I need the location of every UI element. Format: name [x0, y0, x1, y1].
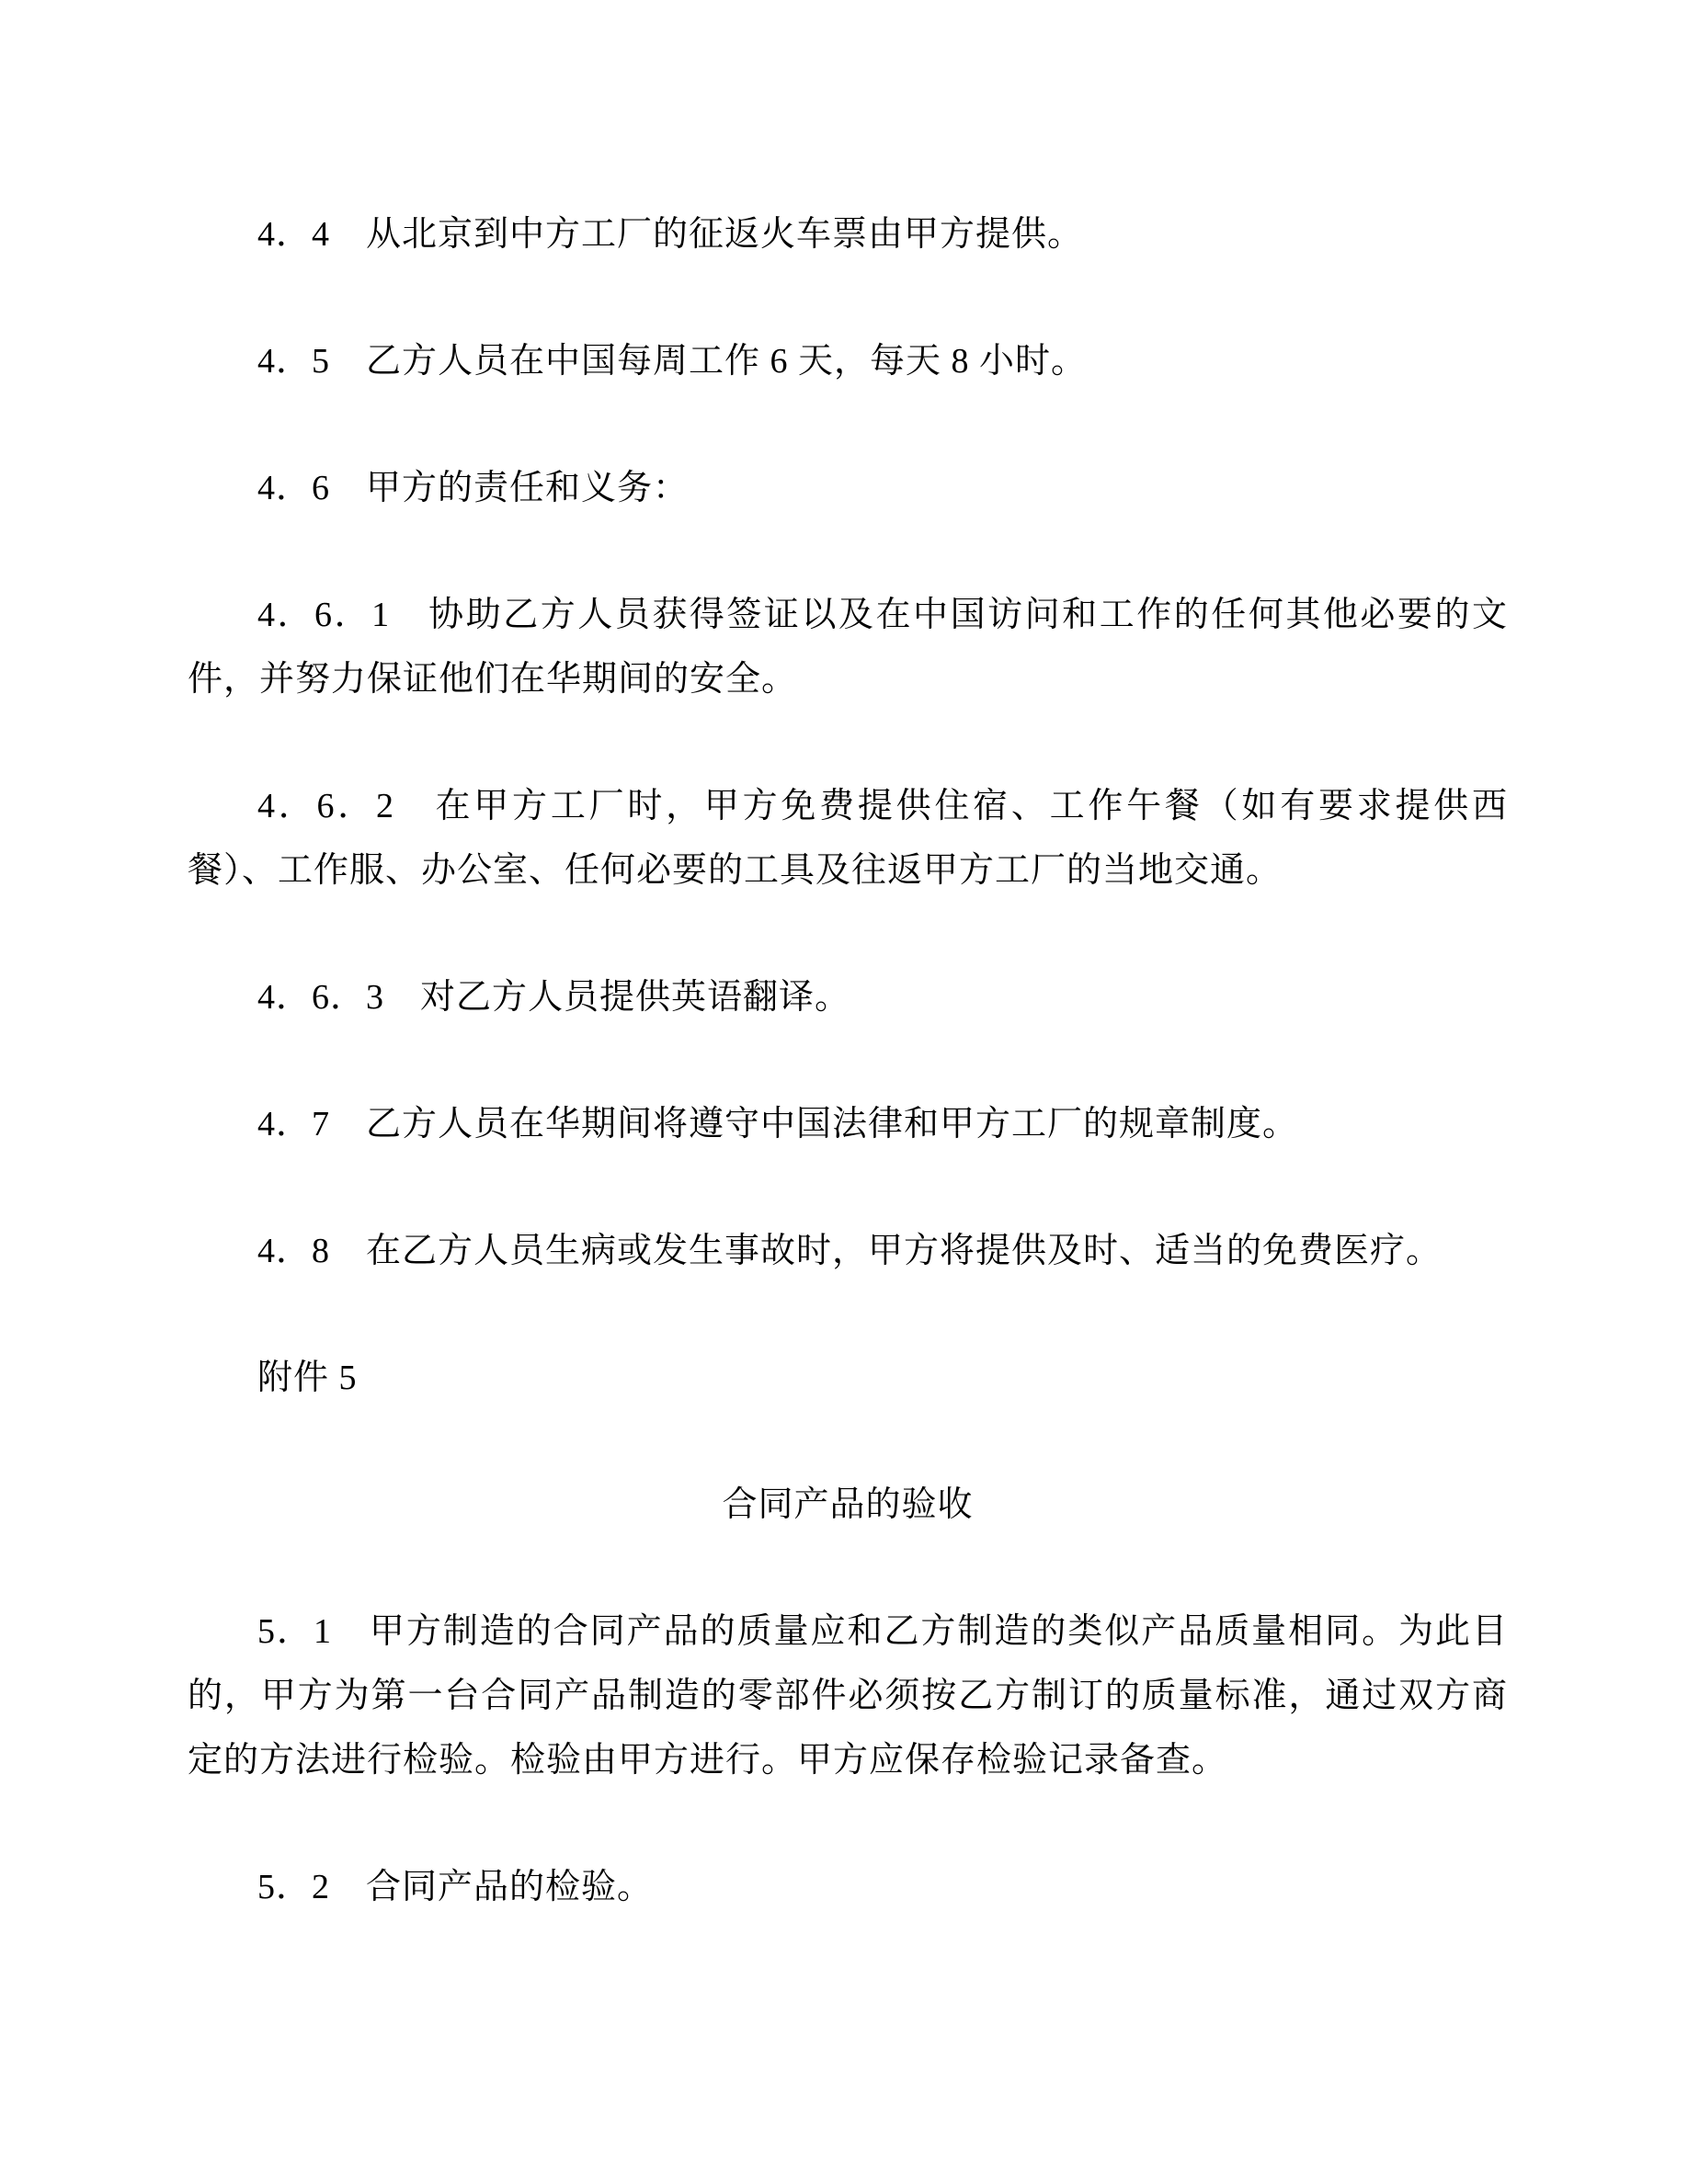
section-heading: 合同产品的验收 — [722, 1485, 974, 1524]
paragraph: 4．6 甲方的责任和义务： — [257, 469, 690, 507]
paragraph: 4．8 在乙方人员生病或发生事故时，甲方将提供及时、适当的免费医疗。 — [257, 1232, 1443, 1270]
paragraph: 5．2 合同产品的检验。 — [257, 1868, 654, 1906]
paragraph: 4．6．2 在甲方工厂时，甲方免费提供住宿、工作午餐（如有要求提供西餐）、工作服、办公室、任何必要的工具及往返甲方工厂的当地交通。 — [188, 787, 1508, 890]
paragraph: 4．5 乙方人员在中国每周工作 6 天，每天 8 小时。 — [257, 342, 1088, 381]
document-body — [188, 202, 1508, 1919]
paragraph: 4．7 乙方人员在华期间将遵守中国法律和甲方工厂的规章制度。 — [257, 1105, 1299, 1143]
paragraph: 4．4 从北京到中方工厂的征返火车票由甲方提供。 — [257, 215, 1084, 254]
paragraph: 4．6．3 对乙方人员提供英语翻译。 — [257, 978, 851, 1017]
paragraph: 5．1 甲方制造的合同产品的质量应和乙方制造的类似产品质量相同。为此目的，甲方为第一台合同产品制造的零部件必须按乙方制订的质量标准，通过双方商定的方法进行检验。检验由甲方进行。甲方应保存检验记录备查。 — [188, 1612, 1508, 1780]
paragraph: 附件 5 — [257, 1359, 358, 1397]
paragraph: 4．6．1 协助乙方人员获得签证以及在中国访问和工作的任何其他必要的文件，并努力保证他们在华期间的安全。 — [188, 596, 1508, 699]
